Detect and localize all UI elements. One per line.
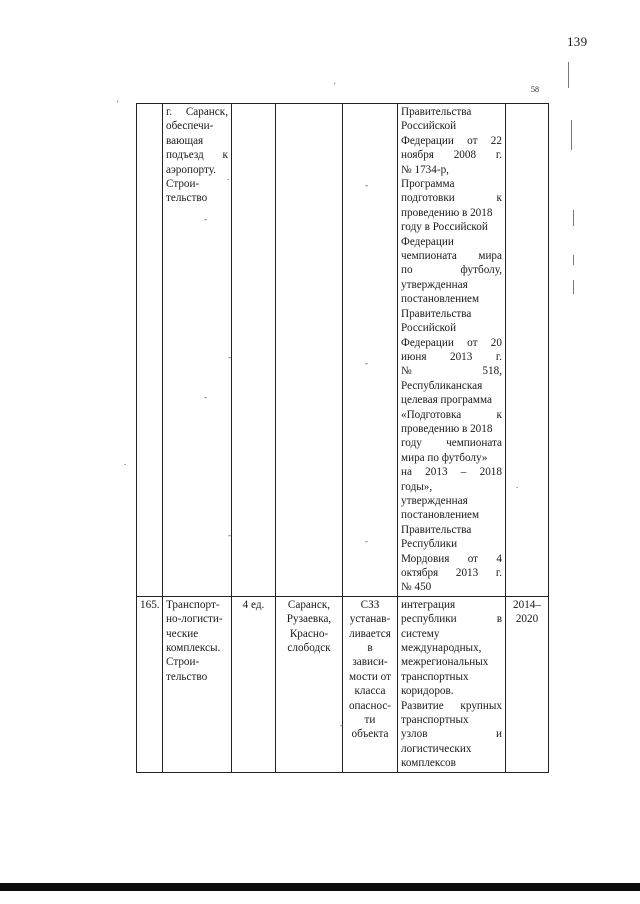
basis-line: международных, xyxy=(401,642,482,655)
basis-line: № 518, xyxy=(401,365,502,378)
cell-number xyxy=(137,104,163,597)
scan-mark: - xyxy=(228,530,231,540)
basis-line: постановлением xyxy=(401,293,480,306)
place-line: Саранск, xyxy=(287,598,331,611)
szz-line: класса xyxy=(354,685,386,698)
scan-mark: . xyxy=(227,172,230,182)
name-line: подъезд к xyxy=(166,149,228,162)
basis-line: коридоров. xyxy=(401,685,454,698)
page-number: 139 xyxy=(567,34,588,49)
scan-mark: ' xyxy=(334,81,336,91)
sheet-number: 58 xyxy=(531,85,539,94)
basis-line: № 1734-р, xyxy=(401,163,449,176)
basis-line: республики в xyxy=(401,613,502,626)
row-number: 165. xyxy=(140,598,160,611)
period-line: 2020 xyxy=(515,613,539,626)
cell-count xyxy=(232,596,276,772)
basis-line: Российской xyxy=(401,322,457,335)
place-line: Рузаевка, xyxy=(286,613,332,626)
basis-line: комплексов xyxy=(401,757,456,770)
name-line: Строи- xyxy=(166,656,200,669)
basis-line: по футболу, xyxy=(401,264,502,277)
scan-mark: - xyxy=(365,180,368,190)
scan-mark: - xyxy=(365,536,368,546)
period-line: 2014– xyxy=(513,598,541,611)
scan-mark: - xyxy=(340,720,343,730)
basis-line: мира по футболу» xyxy=(401,451,488,464)
place-line: слободск xyxy=(287,642,331,655)
cell-basis xyxy=(398,596,506,772)
basis-line: Программа xyxy=(401,178,455,191)
cell-szz xyxy=(343,596,398,772)
basis-line: годы», xyxy=(401,480,433,493)
szz-line: опаснос- xyxy=(348,699,392,712)
name-line: ческие xyxy=(166,627,199,640)
name-line: тельство xyxy=(166,192,208,205)
szz-line: ливается xyxy=(349,627,391,640)
name-line: Строи- xyxy=(166,178,200,191)
basis-line: систему xyxy=(401,627,440,640)
name-line: аэропорту. xyxy=(166,163,216,176)
szz-line: объекта xyxy=(351,728,389,741)
szz-line: СЗЗ xyxy=(360,598,380,611)
place-line: Красно- xyxy=(289,627,329,640)
scan-mark xyxy=(573,280,574,294)
basis-line: году чемпионата xyxy=(401,437,502,450)
szz-line: мости от xyxy=(349,670,391,683)
cell-place xyxy=(276,596,343,772)
basis-line: межрегиональных xyxy=(401,656,489,669)
cell-period xyxy=(506,104,549,597)
basis-line: интеграция xyxy=(401,598,456,611)
cell-name xyxy=(163,596,232,772)
basis-line: на 2013 – 2018 xyxy=(401,466,502,479)
table-row xyxy=(137,104,549,597)
szz-line: зависи- xyxy=(352,656,388,669)
scan-mark: ' xyxy=(117,99,119,109)
szz-line: в xyxy=(367,642,373,655)
basis-line: Федерации от 22 xyxy=(401,134,502,147)
table-row xyxy=(137,596,549,772)
cell-szz xyxy=(343,104,398,597)
scan-mark xyxy=(568,62,569,88)
basis-line: Российской xyxy=(401,120,457,133)
basis-line: транспортных xyxy=(401,670,469,683)
scan-mark: . xyxy=(516,480,519,490)
scan-mark: - xyxy=(228,352,231,362)
basis-line: Развитие крупных xyxy=(401,699,502,712)
basis-line: «Подготовка к xyxy=(401,408,502,421)
szz-line: устанав- xyxy=(349,613,391,626)
basis-line: году в Российской xyxy=(401,221,488,234)
name-line: вающая xyxy=(166,134,204,147)
cell-number xyxy=(137,596,163,772)
name-line: Транспорт- xyxy=(166,598,220,611)
count-value: 4 ед. xyxy=(242,598,265,611)
name-line: тельство xyxy=(166,670,208,683)
scan-mark: - xyxy=(204,392,207,402)
basis-line: чемпионата мира xyxy=(401,250,502,263)
basis-line: утвержденная xyxy=(401,494,468,507)
basis-line: Правительства xyxy=(401,307,472,320)
basis-line: проведению в 2018 xyxy=(401,422,493,435)
basis-line: утвержденная xyxy=(401,278,468,291)
scan-mark: - xyxy=(365,358,368,368)
basis-line: Федерации xyxy=(401,235,454,248)
cell-name xyxy=(163,104,232,597)
basis-line: подготовки к xyxy=(401,192,502,205)
basis-line: ноября 2008 г. xyxy=(401,149,502,162)
basis-line: Правительства xyxy=(401,523,472,536)
name-line: г. Саранск, xyxy=(166,106,228,118)
basis-line: проведению в 2018 xyxy=(401,206,493,219)
document-table xyxy=(136,103,549,773)
basis-line: Мордовия от 4 xyxy=(401,552,502,565)
basis-line: № 450 xyxy=(401,581,432,594)
scan-mark: - xyxy=(204,214,207,224)
scan-mark xyxy=(573,255,574,265)
basis-line: июня 2013 г. xyxy=(401,350,502,363)
cell-place xyxy=(276,104,343,597)
bottom-scan-bar xyxy=(0,883,640,891)
basis-line: октября 2013 г. xyxy=(401,567,502,579)
basis-line: транспортных xyxy=(401,714,469,727)
basis-line: логистических xyxy=(401,742,472,755)
scan-mark: . xyxy=(124,457,127,467)
cell-period xyxy=(506,596,549,772)
name-line: комплексы. xyxy=(166,642,221,655)
cell-basis xyxy=(398,104,506,597)
basis-line: целевая программа xyxy=(401,394,492,407)
basis-line: Правительства xyxy=(401,106,472,118)
basis-line: Республиканская xyxy=(401,379,483,392)
name-line: но-логисти- xyxy=(166,613,223,626)
cell-count xyxy=(232,104,276,597)
basis-line: узлов и xyxy=(401,728,502,741)
name-line: обеспечи- xyxy=(166,120,214,133)
basis-line: постановлением xyxy=(401,509,480,522)
basis-line: Федерации от 20 xyxy=(401,336,502,349)
basis-line: Республики xyxy=(401,538,458,551)
scan-mark xyxy=(571,120,572,150)
scan-mark xyxy=(573,210,574,226)
szz-line: ти xyxy=(364,714,376,727)
